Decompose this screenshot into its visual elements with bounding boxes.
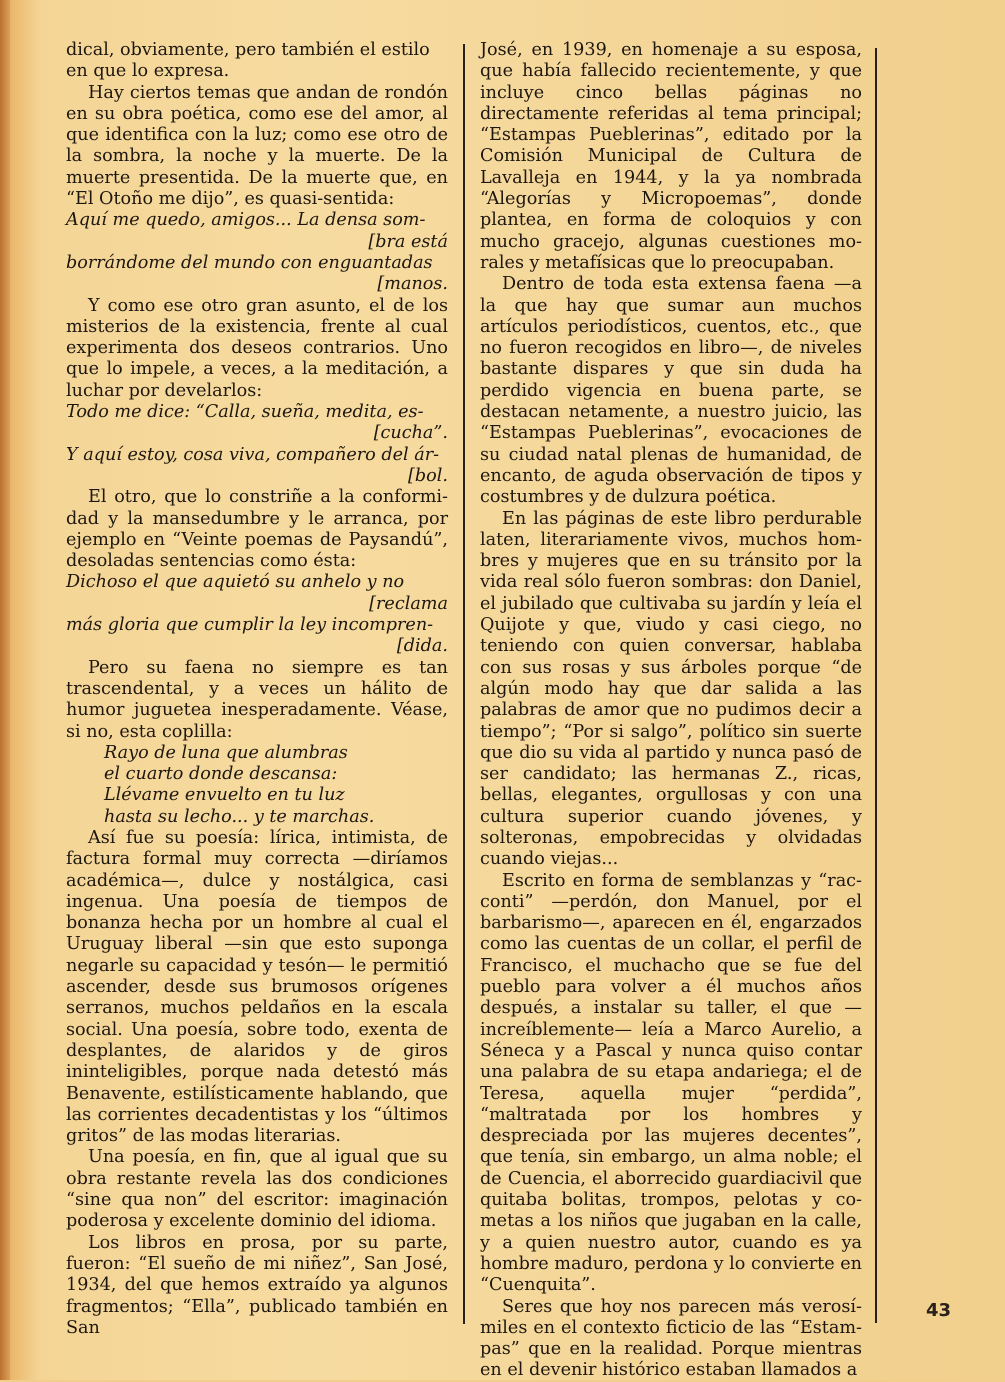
verse-line-continuation: [dida.: [396, 636, 448, 657]
verse-line-continuation: [bra está: [368, 231, 448, 252]
paragraph: Seres que hoy nos parecen más verosímiles en el contexto ficticio de las “Estampas” que en la realidad. Porque mientras en el devenir histórico estaban llamados a: [480, 1296, 862, 1381]
paragraph: dical, obviamente, pero también el estilo en que lo expresa.: [66, 40, 430, 82]
paragraph: Hay ciertos temas que andan de rondón en su obra poética, como ese del amor, al que identifica con la luz; como ese otro de la sombra, la noche y la muerte. De la muerte presentida. De la muerte que, en “El Otoño me dijo”, es quasi-sentida:: [66, 82, 448, 210]
paragraph: Y como ese otro gran asunto, el de los misterios de la existencia, frente al cual experimenta dos deseos contrarios. Uno que lo impele, a veces, a la meditación, a luchar por develarlos:: [66, 295, 448, 401]
page-spine-edge: [0, 0, 10, 1380]
poem-line: el cuarto donde descansa:: [104, 764, 338, 785]
verse-line-continuation: [manos.: [377, 274, 448, 295]
verse-line: Y aquí estoy, cosa viva, compañero del ár-: [66, 444, 440, 465]
verse-line: Aquí me quedo, amigos... La densa som-: [66, 210, 426, 231]
paragraph: El otro, que lo constriñe a la conformidad y la mansedumbre y le arranca, por ejemplo en “Veinte poemas de Paysandú”, desoladas sentencias como ésta:: [66, 487, 448, 572]
poem-line: hasta su lecho... y te marchas.: [104, 806, 375, 827]
verse-line: más gloria que cumplir la ley incompren-: [66, 615, 434, 636]
right-text-column: [480, 40, 862, 1382]
poem-line: Llévame envuelto en tu luz: [104, 785, 345, 806]
verse-line: borrándome del mundo con enguantadas: [66, 252, 433, 273]
verse-line: Todo me dice: “Calla, sueña, medita, es-: [66, 402, 424, 423]
verse-line-continuation: [cucha”.: [373, 423, 448, 444]
paragraph: Así fue su poesía: lírica, intimista, de factura formal muy correcta —diríamos académica—, dulce y nostálgica, casi ingenua. Una poesía de tiempos de bonanza hecha por un hombre al cual el Uruguay liberal —sin que esto suponga negarle su capacidad y tesón— le permitió ascender, desde sus brumosos orígenes serranos, muchos peldaños en la escala social. Una poesía, sobre todo, exenta de desplantes, de alaridos y de giros ininteligibles, porque nada detestó más Benavente, estilísticamente hablando, que las corrientes decadentistas y los “últimos gritos” de las modas literarias.: [66, 827, 448, 1147]
paragraph: Pero su faena no siempre es tan trascendental, y a veces un hálito de humor juguetea inesperadamente. Véase, si no, esta coplilla:: [66, 657, 448, 742]
verse-line-continuation: [reclama: [369, 593, 448, 614]
paragraph: José, en 1939, en homenaje a su esposa, que había fallecido recientemente, y que incluye cinco bellas páginas no directamente referidas al tema principal; “Estampas Pueblerinas”, editado por la Comisión Municipal de Cultura de Lavalleja en 1944, y la ya nombrada “Alegorías y Micropoemas”, donde plantea, en forma de coloquios y con mucho gracejo, algunas cuestiones morales y metafísicas que lo preocupaban.: [480, 40, 862, 273]
verse-line: Dichoso el que aquietó su anhelo y no: [66, 572, 405, 593]
page-number: 43: [926, 1300, 952, 1321]
paragraph: Escrito en forma de semblanzas y “racconti” —perdón, don Manuel, por el barbarismo—, aparecen en él, engarzados como las cuentas de un collar, el perfil de Francisco, el muchacho que se fue del pueblo para volver a él muchos años después, a instalar su taller, el que —increíblemente— leía a Marco Aurelio, a Séneca y a Pascal y nunca quiso contar una palabra de su etapa andariega; el de Teresa, aquella mujer “perdida”, “maltratada por los hombres y despreciada por las mujeres decentes”, que tenía, sin embargo, un alma noble; el de Cuencia, el aborrecido guardiacivil que quitaba bolitas, trompos, pelotas y cometas a los niños que jugaban en la calle, y a quien nuestro autor, cuando es ya hombre maduro, perdona y lo convierte en “Cuenquita”.: [480, 870, 862, 1296]
paragraph: Dentro de toda esta extensa faena —a la que hay que sumar aun muchos artículos periodísticos, cuentos, etc., que no fueron recogidos en libro—, de niveles bastante dispares y que sin duda ha perdido vigencia en buena parte, se destacan netamente, a nuestro juicio, las “Estampas Pueblerinas”, evocaciones de su ciudad natal plenas de humanidad, de encanto, de aguda observación de tipos y costumbres y de dulzura poética.: [480, 274, 862, 508]
paragraph: Los libros en prosa, por su parte, fueron: “El sueño de mi niñez”, San José, 1934, del que hemos extraído ya algunos fragmentos; “Ella”, publicado también en San: [66, 1232, 448, 1338]
poem-line: Rayo de luna que alumbras: [104, 742, 348, 763]
paragraph: En las páginas de este libro perdurable laten, literariamente vivos, muchos hombres y mujeres que en su tránsito por la vida real sólo fueron sombras: don Daniel, el jubilado que cultivaba su jardín y leía el Quijote y que, viudo y casi ciego, no teniendo con quien conversar, hablaba con sus rosas y sus árboles porque “de algún modo hay que dar salida a las palabras de amor que no pudimos decir a tiempo”; “Por si salgo”, político sin suerte que dio su vida al partido y nunca pasó de ser candidato; las hermanas Z., ricas, bellas, elegantes, orgullosas y con una cultura superior cuando jóvenes, y solteronas, empobrecidas y olvidadas cuando viejas...: [480, 508, 862, 870]
column-divider: [463, 44, 465, 1324]
right-margin-rule: [875, 48, 877, 1323]
verse-line-continuation: [bol.: [408, 465, 448, 486]
paragraph: Una poesía, en fin, que al igual que su obra restante revela las dos condiciones “sine qua non” del escritor: imaginación poderosa y excelente dominio del idioma.: [66, 1147, 448, 1232]
left-text-column: [66, 40, 448, 1339]
